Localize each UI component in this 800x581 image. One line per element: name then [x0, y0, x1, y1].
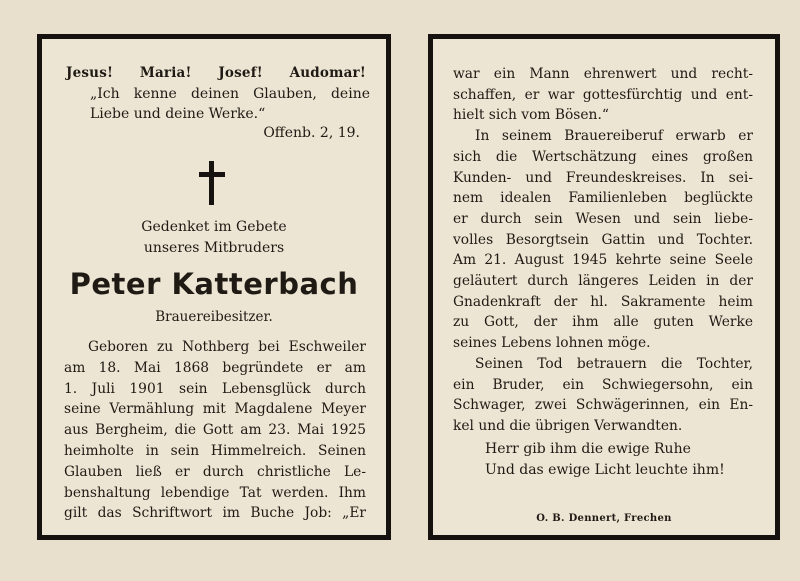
text-line: schaffen, er war gottesfürchtig und ent- — [453, 86, 753, 103]
prayer — [485, 439, 755, 481]
text-line: zu Gott, der ihm alle guten Werke — [453, 314, 753, 331]
text-line: ein Bruder, ein Schwiegersohn, ein — [453, 376, 753, 393]
text-line: geläutert durch längeres Leiden in der — [453, 273, 753, 290]
text-line: In seinem Brauereiberuf erwarb er — [475, 128, 753, 145]
deceased-name: Peter Katterbach — [69, 267, 359, 301]
cross-icon — [197, 161, 227, 205]
occupation: Brauereibesitzer. — [155, 309, 273, 325]
text-line: er durch sein Wesen und sein liebe- — [453, 210, 753, 227]
text-line: Am 21. August 1945 kehrte seine Seele — [453, 252, 753, 269]
bio-line: Geboren zu Nothberg bei Eschweiler — [88, 339, 366, 355]
invocation-maria: Maria! — [139, 65, 192, 81]
gedenket-line-2: unseres Mitbruders — [143, 240, 285, 256]
printer-credit: O. B. Dennert, Frechen — [536, 513, 672, 524]
continuation-text — [453, 64, 753, 437]
text-line: Gnadenkraft der hl. Sakramente heim — [453, 293, 753, 310]
bio-line: heimholte in sein Himmelreich. Seinen — [64, 442, 366, 459]
bio-line: am 18. Mai 1868 begründete er am — [64, 359, 366, 376]
prayer-line-1: Herr gib ihm die ewige Ruhe — [485, 441, 691, 457]
biography — [64, 337, 366, 524]
text-line: Schwager, zwei Schwägerinnen, ein En- — [453, 397, 753, 414]
text-line: nem idealen Familienleben beglückte — [453, 190, 753, 207]
verse-reference: Offenb. 2, 19. — [263, 125, 360, 141]
bio-line: benshaltung lebendige Tat werden. Ihm — [64, 484, 366, 501]
bio-line: seine Vermählung mit Magdalene Meyer — [64, 401, 366, 418]
bio-line: aus Bergheim, die Gott am 23. Mai 1925 — [64, 422, 366, 439]
bio-line: gilt das Schriftwort im Buche Job: „Er — [64, 505, 366, 522]
text-line: sich die Wertschätzung eines großen — [453, 148, 753, 165]
left-panel — [37, 34, 391, 540]
text-line: hielt sich vom Bösen.“ — [453, 107, 609, 124]
text-line: seines Lebens lohnen möge. — [453, 335, 651, 352]
bio-line: 1. Juli 1901 sein Lebensglück durch — [64, 380, 366, 397]
invocation-audomar: Audomar! — [289, 65, 366, 81]
invocation-jesus: Jesus! — [66, 65, 114, 81]
gedenket-line-1: Gedenket im Gebete — [141, 219, 287, 235]
text-line: Kunden- und Freundeskreises. In sei- — [453, 169, 753, 186]
text-line: war ein Mann ehrenwert und recht- — [453, 66, 753, 82]
invocation-josef: Josef! — [218, 65, 263, 81]
text-line: volles Besorgtsein Gattin und Tochter. — [453, 231, 753, 248]
invocation-names — [66, 65, 366, 81]
bio-line: Glauben ließ er durch christliche Le- — [64, 463, 366, 480]
text-line: kel und die übrigen Verwandten. — [453, 417, 683, 434]
bible-verse: „Ich kenne deinen Glauben, deine Liebe und deine Werke.“ — [90, 86, 370, 122]
text-line: Seinen Tod betrauern die Tochter, — [475, 355, 753, 372]
right-panel — [428, 34, 780, 540]
prayer-line-2: Und das ewige Licht leuchte ihm! — [485, 462, 725, 478]
